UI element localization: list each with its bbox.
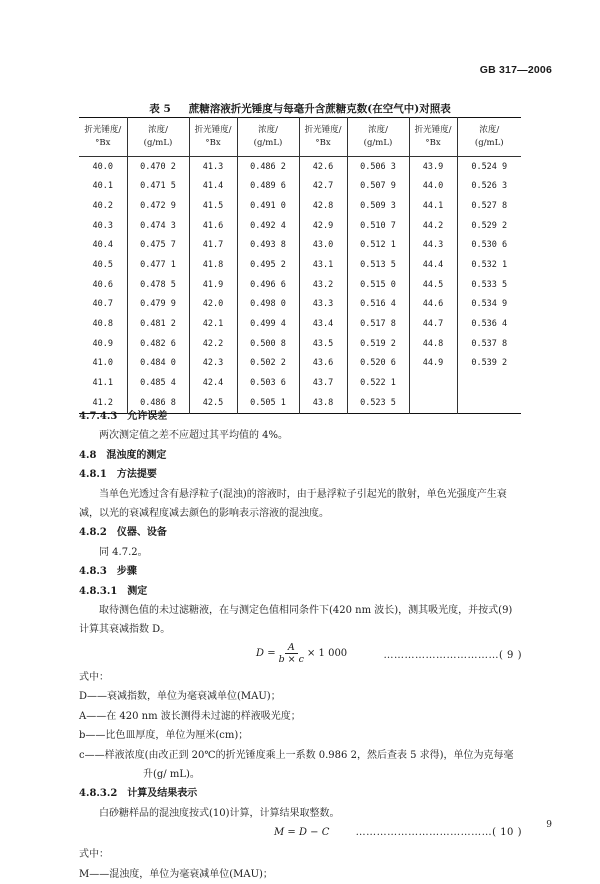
formula-9-lhs: D = — [256, 647, 276, 659]
concentration-cell: 0.474 3 — [127, 216, 189, 236]
concentration-cell: 0.515 0 — [347, 275, 409, 295]
section-4-8-2-text: 同 4.7.2。 — [99, 546, 148, 558]
concentration-cell: 0.503 6 — [237, 374, 299, 394]
brix-cell: 41.2 — [79, 393, 127, 413]
brix-cell: 43.4 — [299, 315, 347, 335]
concentration-cell: 0.489 6 — [237, 177, 299, 197]
brix-cell: 42.7 — [299, 177, 347, 197]
brix-cell: 43.9 — [409, 157, 457, 177]
brix-cell: 40.6 — [79, 275, 127, 295]
brix-cell: 41.1 — [79, 374, 127, 394]
concentration-cell: 0.477 1 — [127, 255, 189, 275]
table-title — [0, 101, 600, 116]
concentration-cell: 0.481 2 — [127, 315, 189, 335]
concentration-cell: 0.478 5 — [127, 275, 189, 295]
brix-cell: 44.3 — [409, 236, 457, 256]
brix-cell: 42.6 — [299, 157, 347, 177]
brix-cell: 42.0 — [189, 295, 237, 315]
concentration-cell: 0.516 4 — [347, 295, 409, 315]
section-4-8-1-text: 当单色光透过含有悬浮粒子(混浊)的溶液时，由于悬浮粒子引起光的散射，单色光强度产生衰减，以光的衰减程度减去颜色的影响表示溶液的混浊度。 — [79, 488, 507, 520]
concentration-cell: 0.537 8 — [457, 334, 521, 354]
table-row — [79, 315, 521, 335]
concentration-cell: 0.529 2 — [457, 216, 521, 236]
concentration-cell: 0.491 0 — [237, 196, 299, 216]
brix-cell: 40.7 — [79, 295, 127, 315]
where-item-m: M——混浊度，单位为毫衰减单位(MAU)； — [79, 868, 273, 880]
brix-cell: 41.7 — [189, 236, 237, 256]
brix-cell: 43.7 — [299, 374, 347, 394]
brix-cell: 41.6 — [189, 216, 237, 236]
concentration-cell: 0.536 4 — [457, 315, 521, 335]
table-row — [79, 236, 521, 256]
brix-cell: 43.5 — [299, 334, 347, 354]
concentration-cell: 0.527 8 — [457, 196, 521, 216]
concentration-cell: 0.506 3 — [347, 157, 409, 177]
brix-cell: 43.0 — [299, 236, 347, 256]
brix-cell: 41.4 — [189, 177, 237, 197]
concentration-cell: 0.523 5 — [347, 393, 409, 413]
brix-cell: 44.8 — [409, 334, 457, 354]
concentration-cell: 0.513 5 — [347, 255, 409, 275]
brix-cell: 41.8 — [189, 255, 237, 275]
where-item-b: b——比色皿厚度，单位为厘米(cm)； — [79, 730, 249, 742]
formula-9-number: ……………………………( 9 ) — [383, 649, 522, 661]
concentration-cell: 0.472 9 — [127, 196, 189, 216]
brix-cell: 44.4 — [409, 255, 457, 275]
concentration-cell: 0.486 2 — [237, 157, 299, 177]
brix-cell — [409, 374, 457, 394]
section-4-8-3-2-heading: 4.8.3.2 计算及结果表示 — [79, 788, 198, 800]
concentration-cell: 0.532 1 — [457, 255, 521, 275]
table-caption: 蔗糖溶液折光锤度与每毫升含蔗糖克数(在空气中)对照表 — [188, 103, 451, 115]
body-text — [79, 407, 522, 884]
concentration-cell: 0.486 8 — [127, 393, 189, 413]
section-4-8-3-heading: 4.8.3 步骤 — [79, 566, 137, 578]
brix-cell: 42.2 — [189, 334, 237, 354]
section-4-7-4-3-heading: 4.7.4.3 允许误差 — [79, 411, 168, 422]
where-item-a: A——在 420 nm 波长测得未过滤的样液吸光度； — [79, 710, 301, 722]
brix-cell: 41.9 — [189, 275, 237, 295]
brix-cell: 43.3 — [299, 295, 347, 315]
brix-cell: 41.5 — [189, 196, 237, 216]
formula-9-denominator: b × c — [278, 653, 304, 665]
concentration-cell: 0.500 8 — [237, 334, 299, 354]
page-number: 9 — [546, 820, 552, 830]
section-4-8-3-1-text: 取待测色值的未过滤糖液，在与测定色值相同条件下(420 nm 波长)，测其吸光度，并按式(9)计算其衰减指数 D。 — [79, 605, 513, 636]
table-row — [79, 196, 521, 216]
brix-cell: 40.5 — [79, 255, 127, 275]
concentration-cell: 0.512 1 — [347, 236, 409, 256]
brix-cell: 44.0 — [409, 177, 457, 197]
where-label-2: 式中： — [79, 849, 109, 861]
table-header — [79, 118, 521, 157]
header-brix: 折光锤度/ °Bx — [189, 118, 237, 157]
brix-cell: 42.5 — [189, 393, 237, 413]
concentration-cell: 0.479 9 — [127, 295, 189, 315]
header-concentration: 浓度/ (g/mL) — [127, 118, 189, 157]
brix-cell: 40.0 — [79, 157, 127, 177]
brix-cell: 44.6 — [409, 295, 457, 315]
concentration-cell: 0.492 4 — [237, 216, 299, 236]
brix-cell: 42.4 — [189, 374, 237, 394]
concentration-cell: 0.495 2 — [237, 255, 299, 275]
formula-10-number: …………………………………( 10 ) — [355, 827, 522, 839]
concentration-cell: 0.484 0 — [127, 354, 189, 374]
brix-cell: 42.8 — [299, 196, 347, 216]
formula-10 — [79, 823, 522, 845]
concentration-cell: 0.530 6 — [457, 236, 521, 256]
concentration-cell: 0.524 9 — [457, 157, 521, 177]
table-row — [79, 334, 521, 354]
table-row — [79, 354, 521, 374]
section-4-8-3-1-heading: 4.8.3.1 测定 — [79, 585, 148, 597]
concentration-cell: 0.519 2 — [347, 334, 409, 354]
table-row — [79, 157, 521, 177]
concentration-cell: 0.510 7 — [347, 216, 409, 236]
formula-9-numerator: A — [285, 642, 298, 654]
formula-10-expr: M = D − C — [274, 827, 330, 839]
section-4-8-2-heading: 4.8.2 仪器、设备 — [79, 527, 167, 539]
brix-cell: 43.1 — [299, 255, 347, 275]
brix-cell: 41.0 — [79, 354, 127, 374]
table-row — [79, 216, 521, 236]
concentration-cell: 0.499 4 — [237, 315, 299, 335]
concentration-cell: 0.470 2 — [127, 157, 189, 177]
section-4-8-heading: 4.8 混浊度的测定 — [79, 449, 167, 461]
header-concentration: 浓度/ (g/mL) — [457, 118, 521, 157]
brix-cell: 42.9 — [299, 216, 347, 236]
concentration-cell: 0.539 2 — [457, 354, 521, 374]
brix-concentration-table — [79, 117, 521, 414]
concentration-cell: 0.526 3 — [457, 177, 521, 197]
formula-9-fraction — [279, 642, 304, 665]
brix-cell: 44.7 — [409, 315, 457, 335]
header-brix: 折光锤度/ °Bx — [299, 118, 347, 157]
brix-cell: 40.2 — [79, 196, 127, 216]
brix-cell: 41.3 — [189, 157, 237, 177]
brix-cell: 42.3 — [189, 354, 237, 374]
brix-cell: 44.9 — [409, 354, 457, 374]
table-row — [79, 255, 521, 275]
section-4-7-4-3-text: 两次测定值之差不应超过其平均值的 4%。 — [99, 430, 289, 442]
concentration-cell: 0.520 6 — [347, 354, 409, 374]
table-number: 表 5 — [149, 103, 171, 115]
brix-cell: 43.8 — [299, 393, 347, 413]
table-body — [79, 157, 521, 414]
concentration-cell: 0.509 3 — [347, 196, 409, 216]
concentration-cell: 0.475 7 — [127, 236, 189, 256]
header-brix: 折光锤度/ °Bx — [409, 118, 457, 157]
concentration-cell: 0.502 2 — [237, 354, 299, 374]
header-concentration: 浓度/ (g/mL) — [347, 118, 409, 157]
concentration-cell: 0.507 9 — [347, 177, 409, 197]
where-item-d: D——衰减指数，单位为毫衰减单位(MAU)； — [79, 691, 281, 703]
table-row — [79, 374, 521, 394]
brix-cell: 42.1 — [189, 315, 237, 335]
brix-cell: 44.1 — [409, 196, 457, 216]
header-concentration: 浓度/ (g/mL) — [237, 118, 299, 157]
concentration-cell: 0.482 6 — [127, 334, 189, 354]
section-4-8-3-2-text: 白砂糖样品的混浊度按式(10)计算，计算结果取整数。 — [99, 807, 340, 819]
concentration-cell: 0.517 8 — [347, 315, 409, 335]
brix-cell: 44.2 — [409, 216, 457, 236]
concentration-cell: 0.496 6 — [237, 275, 299, 295]
header-brix: 折光锤度/ °Bx — [79, 118, 127, 157]
concentration-cell: 0.498 0 — [237, 295, 299, 315]
standard-code: GB 317—2006 — [479, 64, 552, 76]
concentration-cell: 0.493 8 — [237, 236, 299, 256]
concentration-cell: 0.471 5 — [127, 177, 189, 197]
section-4-8-1-heading: 4.8.1 方法提要 — [79, 469, 157, 481]
concentration-cell: 0.522 1 — [347, 374, 409, 394]
brix-cell: 40.1 — [79, 177, 127, 197]
brix-cell: 40.3 — [79, 216, 127, 236]
where-label: 式中： — [79, 671, 109, 683]
concentration-cell: 0.485 4 — [127, 374, 189, 394]
concentration-cell: 0.534 9 — [457, 295, 521, 315]
table-row — [79, 177, 521, 197]
where-item-c: c——样液浓度(由改正到 20℃的折光锤度乘上一系数 0.986 2，然后查表 5 求得)，单位为克每毫升(g/ mL)。 — [79, 749, 514, 780]
table-row — [79, 275, 521, 295]
concentration-cell — [457, 374, 521, 394]
brix-cell: 43.2 — [299, 275, 347, 295]
formula-9 — [79, 640, 522, 668]
brix-cell: 40.9 — [79, 334, 127, 354]
table-row — [79, 295, 521, 315]
concentration-cell: 0.533 5 — [457, 275, 521, 295]
brix-cell: 43.6 — [299, 354, 347, 374]
concentration-cell: 0.505 1 — [237, 393, 299, 413]
brix-cell: 40.8 — [79, 315, 127, 335]
brix-cell: 40.4 — [79, 236, 127, 256]
formula-9-rhs: × 1 000 — [306, 647, 348, 659]
brix-cell: 44.5 — [409, 275, 457, 295]
